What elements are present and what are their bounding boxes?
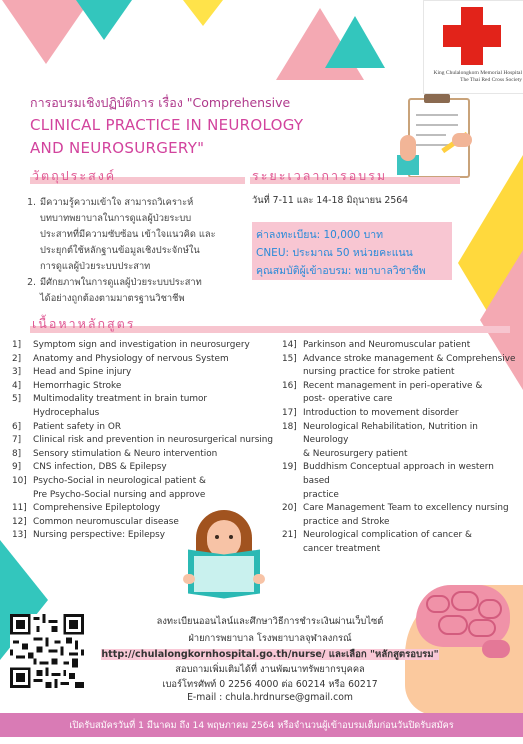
objective-item (20, 275, 245, 307)
book-pages (194, 556, 254, 592)
objective-text: ได้อย่างถูกต้องตามมาตรฐานวิชาชีพ (40, 293, 185, 304)
clipboard-clip (424, 94, 450, 103)
list-item (12, 366, 282, 380)
item-number: 17] (282, 407, 297, 418)
registration-info-line2: ฝ่ายการพยาบาล โรงพยาบาลจุฬาลงกรณ์ (188, 633, 352, 644)
item-text: Psycho-Social in neurological patient & (33, 475, 206, 486)
list-item (12, 380, 282, 394)
item-text: Buddhism Conceptual approach in western based (303, 462, 494, 486)
item-number: 8] (12, 448, 22, 459)
item-number: 5] (12, 394, 22, 405)
item-number: 6] (12, 421, 22, 432)
duration-title: ระยะเวลาการอบรม (252, 168, 388, 183)
registration-info-line1: ลงทะเบียนออนไลน์และศึกษาวิธีการชำระเงินผ่านเว็บไซต์ (156, 616, 384, 627)
contents-list-right (282, 339, 517, 557)
application-period: เปิดรับสมัครวันที่ 1 มีนาคม ถึง 14 พฤษภาคม 2564 หรือจำนวนผู้เข้าอบรมเต็มก่อนวันปิดรับสมัคร (69, 720, 454, 731)
list-item (282, 339, 517, 353)
item-number: 11] (12, 503, 27, 514)
item-number: 1] (12, 340, 22, 350)
item-number: 16] (282, 380, 297, 391)
list-item (282, 407, 517, 421)
objective-text: ประยุกต์ใช้หลักฐานข้อมูลเชิงประจักษ์ใน (40, 245, 200, 256)
item-number: 10] (12, 475, 27, 486)
item-text: Symptom sign and investigation in neurosurgery (33, 340, 250, 350)
contents-title: เนื้อหาหลักสูตร (32, 316, 136, 331)
objective-text: บทบาทพยาบาลในการดูแลผู้ป่วยระบบ (40, 213, 192, 224)
objective-number: 2. (27, 277, 36, 288)
contact-phone: เบอร์โทรศัพท์ 0 2256 4000 ต่อ 60214 หรือ 60217 (162, 679, 378, 690)
list-item (282, 529, 517, 556)
list-item (282, 502, 517, 529)
clipboard-line (416, 114, 458, 116)
list-item (12, 421, 282, 435)
item-text: Care Management Team to excellency nursing (303, 503, 509, 514)
item-text: practice and Stroke (303, 516, 390, 527)
item-text: Clinical risk and prevention in neurosurgerical nursing (33, 435, 274, 446)
decor-triangle-yellow (183, 0, 223, 26)
item-number: 20] (282, 503, 297, 514)
clipboard-line (416, 124, 458, 126)
list-item (12, 502, 282, 516)
item-text: Hemorrhagic Stroke (33, 380, 122, 391)
brain-fold (478, 599, 502, 619)
clipboard-line (416, 134, 446, 136)
item-text: Pre Psycho-Social nursing and approve (33, 489, 206, 500)
registration-fee: ค่าลงทะเบียน: 10,000 บาท (256, 229, 384, 241)
item-number: 7] (12, 435, 22, 446)
list-item (282, 421, 517, 462)
objective-item (20, 195, 245, 275)
objective-text: ประสาทที่มีความซับซ้อน เข้าใจแนวคิด และ (40, 229, 216, 240)
objective-text: มีความรู้ความเข้าใจ สามารถวิเคราะห์ (40, 197, 194, 208)
item-text: Sensory stimulation & Neuro intervention (33, 448, 218, 459)
objectives-list (20, 195, 245, 307)
girl-hand (183, 574, 195, 584)
item-number: 13] (12, 530, 27, 541)
item-text: practice (303, 489, 339, 500)
participant-qualification: คุณสมบัติผู้เข้าอบรม: พยาบาลวิชาชีพ (256, 265, 426, 277)
item-text: Parkinson and Neuromuscular patient (303, 340, 471, 350)
item-text: CNS infection, DBS & Epilepsy (33, 462, 167, 473)
item-number: 3] (12, 367, 22, 378)
list-item (12, 461, 282, 475)
list-item (12, 475, 282, 502)
brain-fold (468, 619, 496, 637)
item-text: cancer treatment (303, 543, 381, 554)
list-item (12, 353, 282, 367)
hand-illustration (452, 133, 472, 147)
hand-illustration (400, 135, 416, 161)
item-text: post- operative care (303, 394, 393, 405)
list-item (12, 339, 282, 353)
item-text: nursing practice for stroke patient (303, 367, 455, 378)
course-title-line1: การอบรมเชิงปฏิบัติการ เรื่อง "Comprehensive (30, 95, 291, 110)
item-number: 21] (282, 530, 297, 541)
item-text: Neurological complication of cancer & (303, 530, 472, 541)
item-number: 4] (12, 380, 22, 391)
girl-eye (215, 535, 219, 539)
item-number: 14] (282, 340, 297, 350)
logo-caption-line1: King Chulalongkorn Memorial Hospital (433, 70, 522, 76)
qr-code-graphic (10, 614, 84, 688)
objective-text: การดูแลผู้ป่วยระบบประสาท (40, 261, 151, 272)
list-item (12, 393, 282, 420)
item-number: 15] (282, 353, 297, 364)
red-cross-icon-bar (443, 25, 501, 47)
qr-code[interactable] (10, 614, 84, 688)
logo-caption-line2: The Thai Red Cross Society (460, 77, 522, 83)
course-title-line3: AND NEUROSURGERY" (30, 139, 205, 157)
item-number: 19] (282, 462, 297, 473)
item-text: Introduction to movement disorder (303, 407, 459, 418)
cerebellum-illustration (482, 640, 510, 658)
item-number: 18] (282, 421, 297, 432)
item-text: Multimodality treatment in brain tumor (33, 394, 208, 405)
list-item (12, 434, 282, 448)
item-text: Anatomy and Physiology of nervous System (33, 353, 229, 364)
item-text: Patient safety in OR (33, 421, 121, 432)
item-text: Recent management in peri-operative & (303, 380, 483, 391)
girl-eye (229, 535, 233, 539)
list-item (12, 448, 282, 462)
girl-hand (253, 574, 265, 584)
brain-fold (426, 595, 450, 613)
item-text: Neurological Rehabilitation, Nutrition in Neurology (303, 421, 478, 446)
logo-caption (426, 70, 522, 84)
contents-list-left (12, 339, 282, 543)
registration-url[interactable] (80, 647, 460, 662)
objectives-title: วัตถุประสงค์ (32, 168, 117, 183)
item-text: Common neuromuscular disease (33, 516, 179, 527)
decor-triangle-teal (76, 0, 132, 40)
cneu-credits: CNEU: ประมาณ 50 หน่วยคะแนน (256, 247, 413, 259)
item-number: 2] (12, 353, 22, 364)
contact-info: สอบถามเพิ่มเติมได้ที่ งานพัฒนาทรัพยากรบุคคล (175, 664, 365, 675)
item-text: Comprehensive Epileptology (33, 503, 161, 514)
contact-email[interactable]: E-mail : chula.hrdnurse@gmail.com (187, 692, 353, 703)
brain-fold (451, 591, 479, 611)
list-item (282, 461, 517, 502)
training-dates: วันที่ 7-11 และ 14-18 มิถุนายน 2564 (252, 195, 409, 206)
registration-url-text[interactable]: http://chulalongkornhospital.go.th/nurse/ และเลือก "หลักสูตรอบรม" (101, 649, 439, 660)
objective-number: 1. (27, 197, 36, 208)
item-text: Head and Spine injury (33, 367, 132, 378)
item-text: & Neurosurgery patient (303, 448, 408, 459)
list-item (282, 380, 517, 407)
item-number: 9] (12, 462, 22, 473)
item-text: Nursing perspective: Epilepsy (33, 530, 166, 541)
red-cross-logo (423, 0, 523, 94)
course-title-line2: CLINICAL PRACTICE IN NEUROLOGY (30, 116, 304, 134)
item-number: 12] (12, 516, 27, 527)
list-item (282, 353, 517, 380)
item-text: Hydrocephalus (33, 407, 100, 418)
decor-triangle-teal-up (325, 16, 385, 68)
item-text: Advance stroke management & Comprehensive (303, 353, 516, 364)
objective-text: มีศักยภาพในการดูแลผู้ป่วยระบบประสาท (40, 277, 202, 288)
